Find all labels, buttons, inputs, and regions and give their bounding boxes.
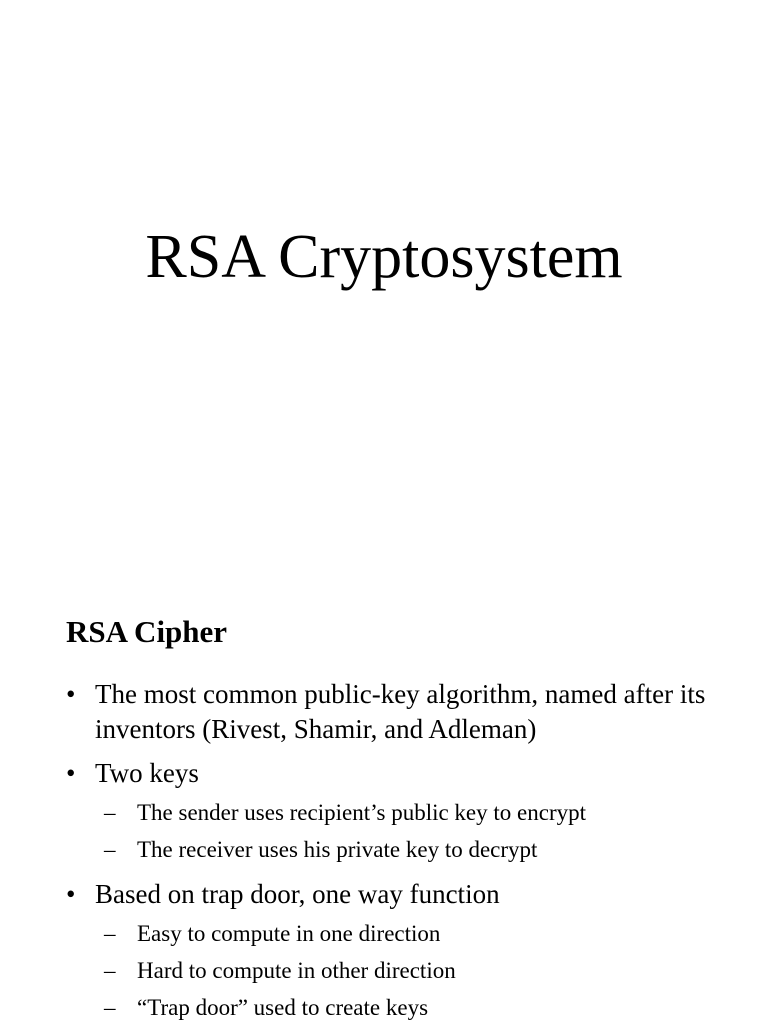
bullet-text: Based on trap door, one way function xyxy=(95,879,500,909)
bullet-text: The most common public-key algorithm, named after its inventors (Rivest, Shamir, and Adleman) xyxy=(95,679,706,744)
slide-title: RSA Cryptosystem xyxy=(145,223,623,291)
sub-bullet-text: The receiver uses his private key to decrypt xyxy=(137,837,538,862)
bullet-marker: • xyxy=(66,879,76,909)
sub-bullet-text: “Trap door” used to create keys xyxy=(137,995,429,1020)
title-slide xyxy=(0,0,768,512)
sub-bullet-text: The sender uses recipient’s public key to encrypt xyxy=(137,800,586,825)
sub-bullet-text: Easy to compute in one direction xyxy=(137,921,441,946)
sub-bullet-item xyxy=(104,989,756,1026)
sub-bullet-marker: – xyxy=(104,958,116,983)
bullet-list xyxy=(66,677,756,1035)
sub-bullet-marker: – xyxy=(104,921,116,946)
sub-bullet-list xyxy=(95,915,756,1026)
sub-bullet-marker: – xyxy=(104,995,116,1020)
sub-bullet-marker: – xyxy=(104,837,116,862)
sub-bullet-item xyxy=(104,915,756,952)
sub-bullet-marker: – xyxy=(104,800,116,825)
sub-bullet-item xyxy=(104,831,756,868)
bullet-item xyxy=(66,877,756,1026)
content-slide xyxy=(0,512,768,1024)
bullet-marker: • xyxy=(66,679,76,709)
bullet-text: Two keys xyxy=(95,758,199,788)
sub-bullet-list xyxy=(95,794,756,868)
bullet-item xyxy=(66,677,756,747)
sub-bullet-item xyxy=(104,794,756,831)
sub-bullet-text: Hard to compute in other direction xyxy=(137,958,456,983)
bullet-item xyxy=(66,756,756,868)
slide-heading: RSA Cipher xyxy=(66,614,228,649)
sub-bullet-item xyxy=(104,952,756,989)
bullet-marker: • xyxy=(66,758,76,788)
